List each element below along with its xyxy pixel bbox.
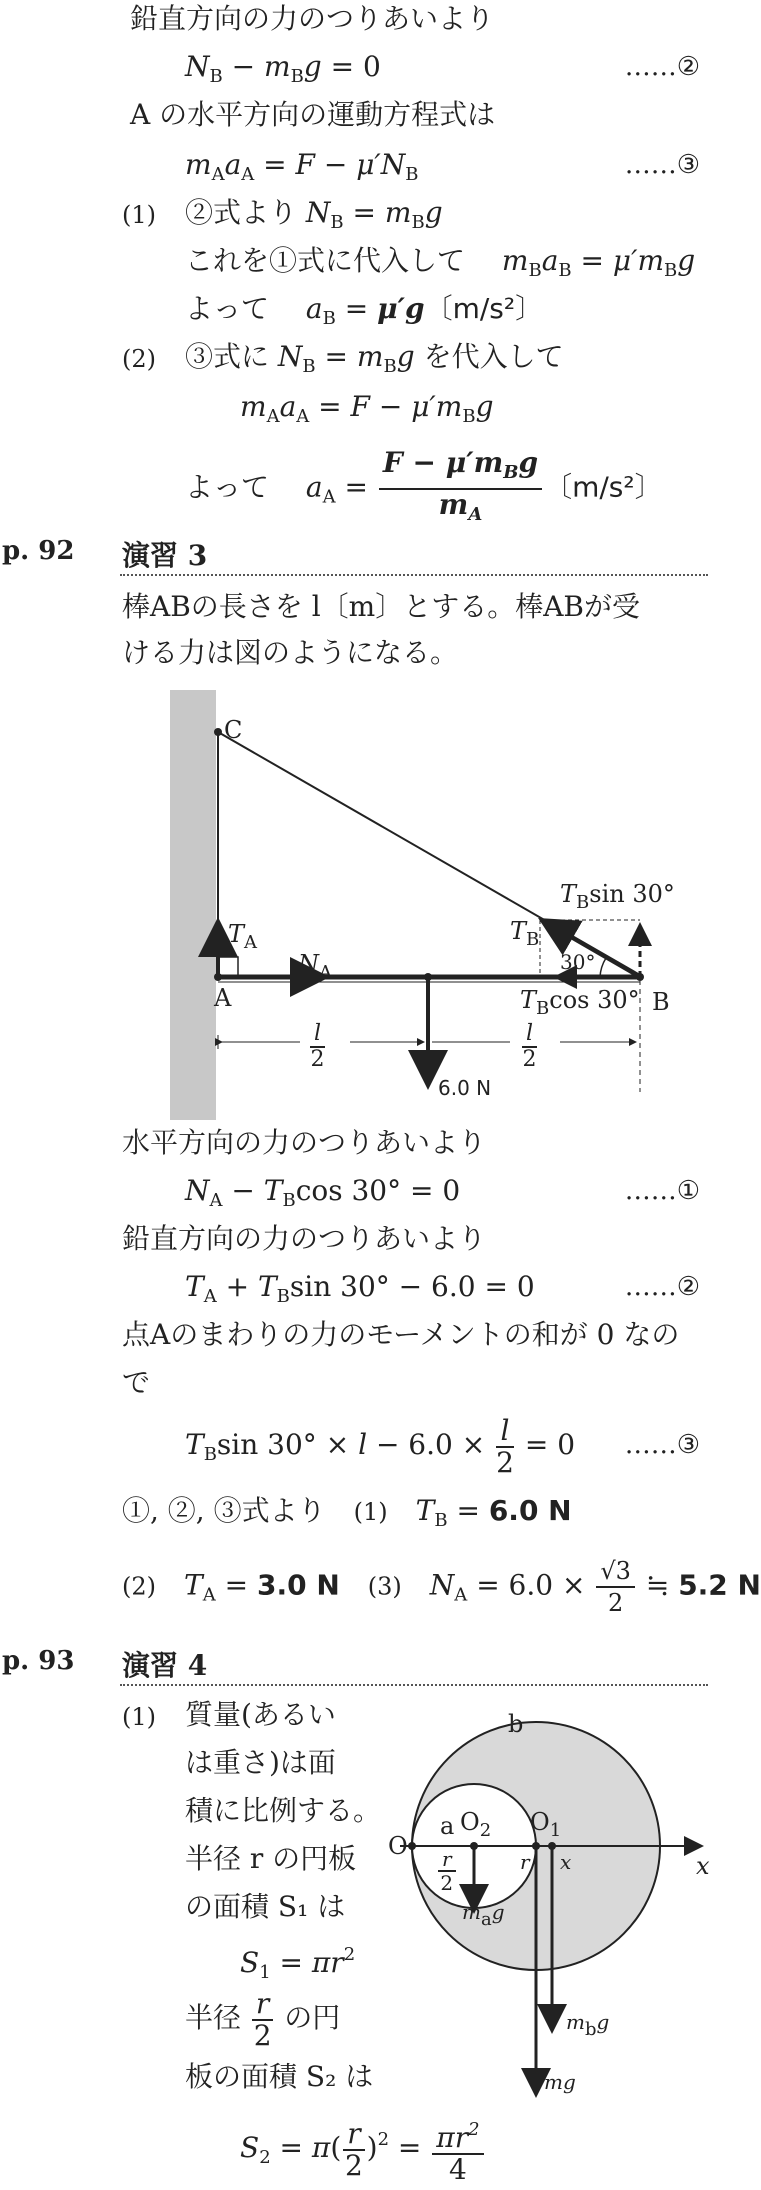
ex3-equation-3-number: ……③	[624, 1430, 700, 1460]
exercise-3-intro-2: ける力は図のようになる。	[122, 636, 459, 669]
label-mg: mg	[544, 2070, 576, 2094]
ex4-text-1: 質量(あるい	[185, 1698, 336, 1731]
ex3-equation-2-number: ……②	[624, 1272, 700, 1302]
label-a-region: a	[440, 1812, 455, 1840]
ex4-text-3: 積に比例する。	[185, 1794, 382, 1827]
wall	[170, 690, 216, 1120]
ex3-vertical-line: 鉛直方向の力のつりあいより	[122, 1222, 487, 1255]
part1-label: (1)	[122, 201, 156, 229]
part2-text: ③式に $N_B = m_Bg$ を代入して	[185, 340, 564, 377]
ex3-result-2-3: (2) $T_A = 3.0$ N (3) $N_A = 6.0$ × $\frac{√3}{2}$ ≒ 5.2 N	[122, 1557, 761, 1617]
label-l-half-right: $\frac{l}{2}$	[522, 1021, 537, 1072]
label-b: B	[652, 988, 670, 1016]
label-ta: $T_A$	[228, 920, 258, 953]
ex4-label: (1)	[122, 1703, 156, 1731]
section-divider	[120, 574, 708, 576]
label-a: A	[214, 984, 232, 1012]
label-weight: 6.0 N	[438, 1076, 492, 1100]
label-x: x	[560, 1850, 572, 1874]
label-r-half: $\frac{r}{2}$	[436, 1848, 458, 1894]
page-number-93: p. 93	[2, 1646, 75, 1676]
page-number-92: p. 92	[2, 536, 75, 566]
label-c: C	[224, 716, 243, 744]
ex3-result-1: ①, ②, ③式より (1) $T_B = 6.0$ N	[122, 1494, 572, 1531]
ex4-area-s2: $S_2 = \pi$( $\frac{r}{2}$ )$^2$ = $\frac{\pi r^2}{4}$	[240, 2108, 486, 2190]
equation-3: $m_Aa_A = F - \mu'N_B$	[185, 148, 419, 185]
equation-2: $N_B - m_Bg = 0$	[185, 50, 381, 87]
ex4-text-4: 半径 r の円板	[185, 1842, 357, 1875]
label-l-half-left: $\frac{l}{2}$	[310, 1021, 325, 1072]
label-tb-cos: $T_B\cos$ 30°	[520, 986, 640, 1019]
ex4-area-s1: $S_1 = \pi r^2$	[240, 1944, 356, 1983]
exercise-4-title: 演習 4	[122, 1649, 208, 1682]
label-o1: $O_1$	[530, 1808, 562, 1841]
label-r: r	[520, 1850, 530, 1874]
equilibrium-vertical-line: 鉛直方向の力のつりあいより	[130, 2, 495, 35]
label-mbg: mbg	[566, 2010, 610, 2040]
exercise-3-intro-1: 棒ABの長さを l〔m〕とする。棒ABが受	[122, 590, 641, 623]
exercise-3-title: 演習 3	[122, 539, 208, 572]
disc-diagram	[0, 1700, 720, 2160]
label-o: O	[388, 1832, 408, 1860]
part1-result: よって $a_B = \mu'g$〔m/s²〕	[185, 292, 544, 329]
label-o2: $O_2$	[460, 1808, 492, 1841]
ex3-equation-1-number: ……①	[624, 1176, 700, 1206]
ex3-equation-1: $N_A - T_B\cos$ 30° = 0	[185, 1174, 461, 1211]
label-tb: $T_B$	[510, 917, 540, 950]
motion-equation-line: A の水平方向の運動方程式は	[130, 98, 496, 131]
ex3-equation-3: $T_B\sin$ 30° × l − 6.0 × $\frac{l}{2}$ = 0	[185, 1413, 576, 1479]
part1-substitute: これを①式に代入して $m_Ba_B = \mu'm_Bg$	[185, 244, 696, 281]
equation-3-number: ……③	[624, 150, 700, 180]
part1-text: ②式より $N_B = m_Bg$	[185, 196, 443, 233]
part2-label: (2)	[122, 345, 156, 373]
label-angle: 30°	[560, 950, 596, 974]
label-na: $N_A$	[298, 950, 332, 983]
label-b-region: b	[508, 1710, 524, 1738]
section-divider-2	[120, 1684, 708, 1686]
ex4-text-8: 板の面積 S₂ は	[185, 2060, 374, 2093]
ex3-equation-2: $T_A + T_B\sin$ 30° − 6.0 = 0	[185, 1270, 535, 1307]
label-x-axis: x	[696, 1852, 710, 1880]
label-mag: mag	[462, 1900, 505, 1930]
ex4-text-5: の面積 S₁ は	[185, 1890, 346, 1923]
point-c	[214, 728, 222, 736]
part2-equation: $m_Aa_A = F - \mu'm_Bg$	[240, 390, 494, 427]
label-tb-sin: $T_B\sin$ 30°	[560, 880, 675, 913]
ex4-text-2: は重さ)は面	[185, 1746, 336, 1779]
ex3-moment-line-2: で	[122, 1366, 151, 1399]
ex3-moment-line-1: 点Aのまわりの力のモーメントの和が 0 なの	[122, 1318, 680, 1351]
ex3-horizontal-line: 水平方向の力のつりあいより	[122, 1126, 487, 1159]
equation-2-number: ……②	[624, 52, 700, 82]
ex4-text-7: 半径 $\frac{r}{2}$ の円	[185, 1986, 341, 2052]
part2-result: よって $a_A$ = $\frac{F - \mu'm_Bg}{m_A}$ 〔m/s²〕	[185, 446, 663, 525]
